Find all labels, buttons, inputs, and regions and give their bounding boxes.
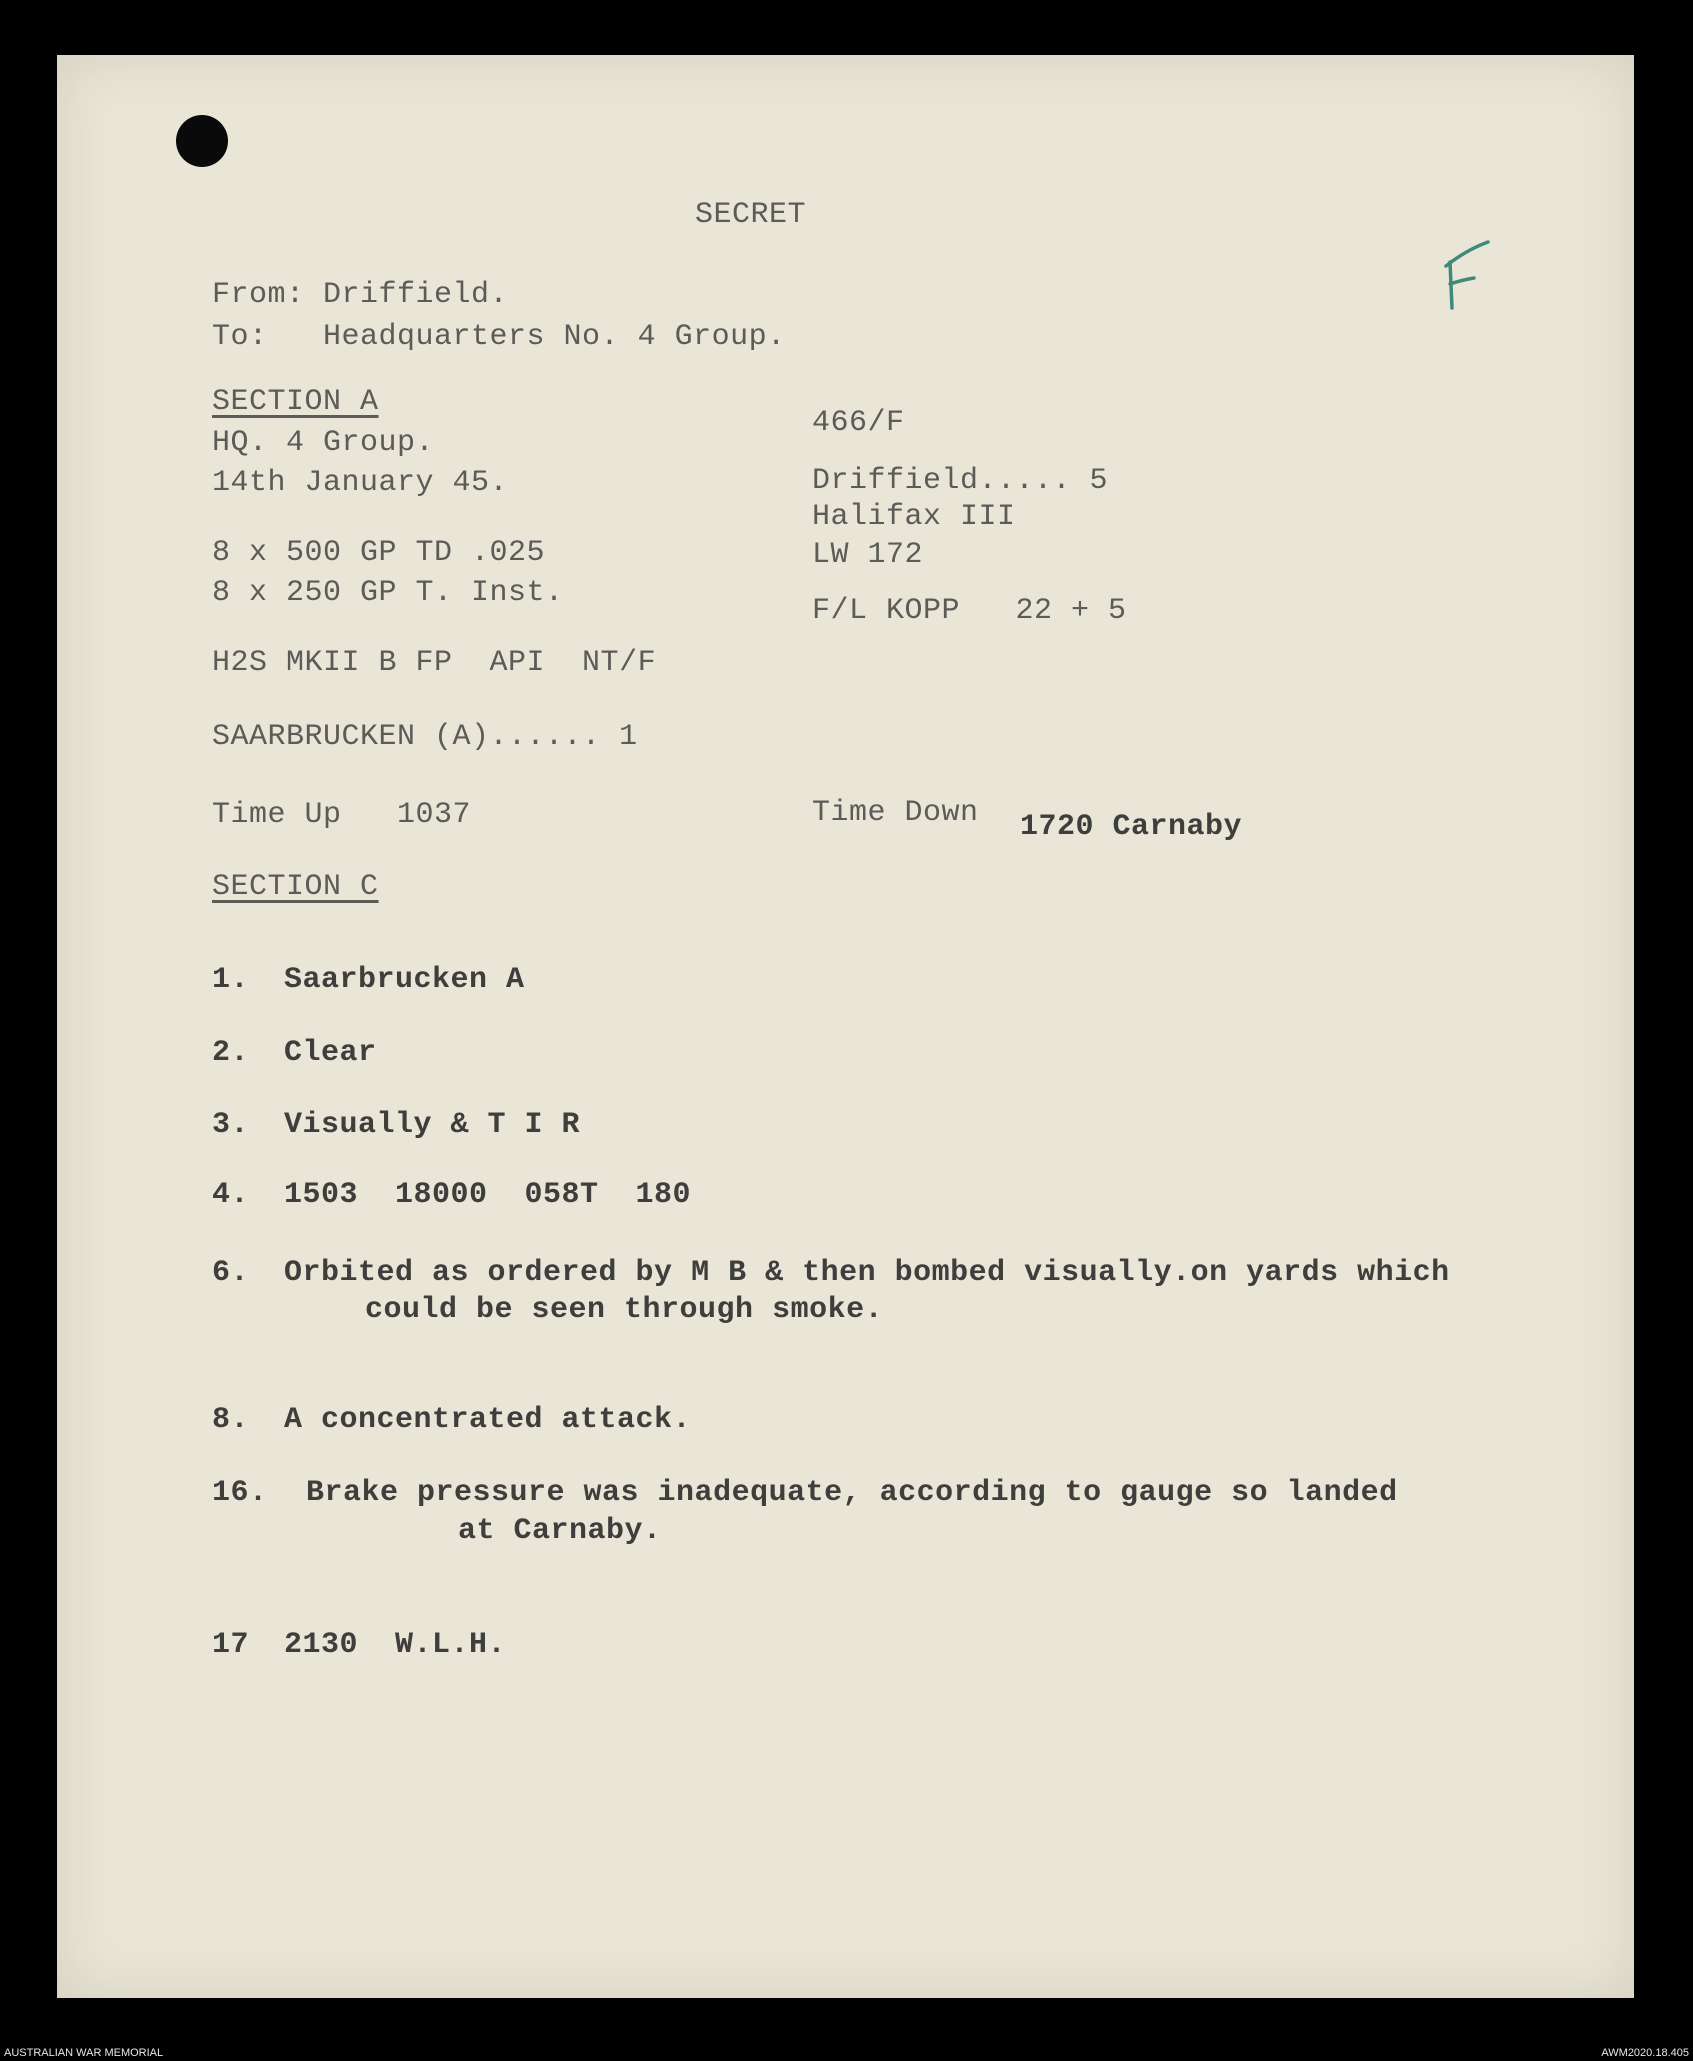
group-line: HQ. 4 Group. (212, 426, 435, 460)
item-number: 3. (212, 1108, 250, 1142)
ref-number: 466/F (812, 406, 905, 440)
item-text: A concentrated attack. (284, 1403, 692, 1437)
item-text: 2130 W.L.H. (284, 1628, 507, 1662)
item-number: 8. (212, 1403, 250, 1437)
item-text: Saarbrucken A (284, 963, 525, 997)
classification-label: SECRET (695, 198, 807, 232)
station-line: Driffield..... 5 (812, 464, 1109, 498)
bomb-load-2: 8 x 250 GP T. Inst. (212, 576, 564, 610)
item-number: 4. (212, 1178, 250, 1212)
date-line: 14th January 45. (212, 466, 509, 500)
time-down-label: Time Down (812, 796, 979, 830)
time-down-value: 1720 Carnaby (1020, 810, 1243, 844)
time-up-line: Time Up 1037 (212, 798, 472, 832)
equipment-line: H2S MKII B FP API NT/F (212, 646, 657, 680)
item-text: Clear (284, 1036, 377, 1070)
footer-right: AWM2020.18.405 (1601, 2047, 1689, 2059)
item-number: 2. (212, 1036, 250, 1070)
aircraft-type: Halifax III (812, 500, 1016, 534)
item-text: Visually & T I R (284, 1108, 581, 1142)
item-number: 16. (212, 1476, 268, 1510)
from-line: From: Driffield. (212, 278, 509, 312)
target-line: SAARBRUCKEN (A)...... 1 (212, 720, 638, 754)
item-continuation: at Carnaby. (458, 1514, 662, 1548)
section-c-heading: SECTION C (212, 870, 379, 904)
item-number: 17 (212, 1628, 250, 1662)
item-text: Orbited as ordered by M B & then bombed visually.on yards which (284, 1256, 1450, 1290)
item-number: 1. (212, 963, 250, 997)
item-text: 1503 18000 058T 180 (284, 1178, 692, 1212)
punch-hole (176, 115, 228, 167)
bomb-load-1: 8 x 500 GP TD .025 (212, 536, 546, 570)
item-text: Brake pressure was inadequate, according to gauge so landed (306, 1476, 1398, 1510)
pilot-line: F/L KOPP 22 + 5 (812, 594, 1127, 628)
handwritten-f-mark (1436, 232, 1496, 312)
item-number: 6. (212, 1256, 250, 1290)
footer-left: AUSTRALIAN WAR MEMORIAL (4, 2047, 164, 2059)
section-a-heading: SECTION A (212, 385, 379, 419)
item-continuation: could be seen through smoke. (365, 1293, 884, 1327)
to-line: To: Headquarters No. 4 Group. (212, 320, 786, 354)
aircraft-serial: LW 172 (812, 538, 924, 572)
